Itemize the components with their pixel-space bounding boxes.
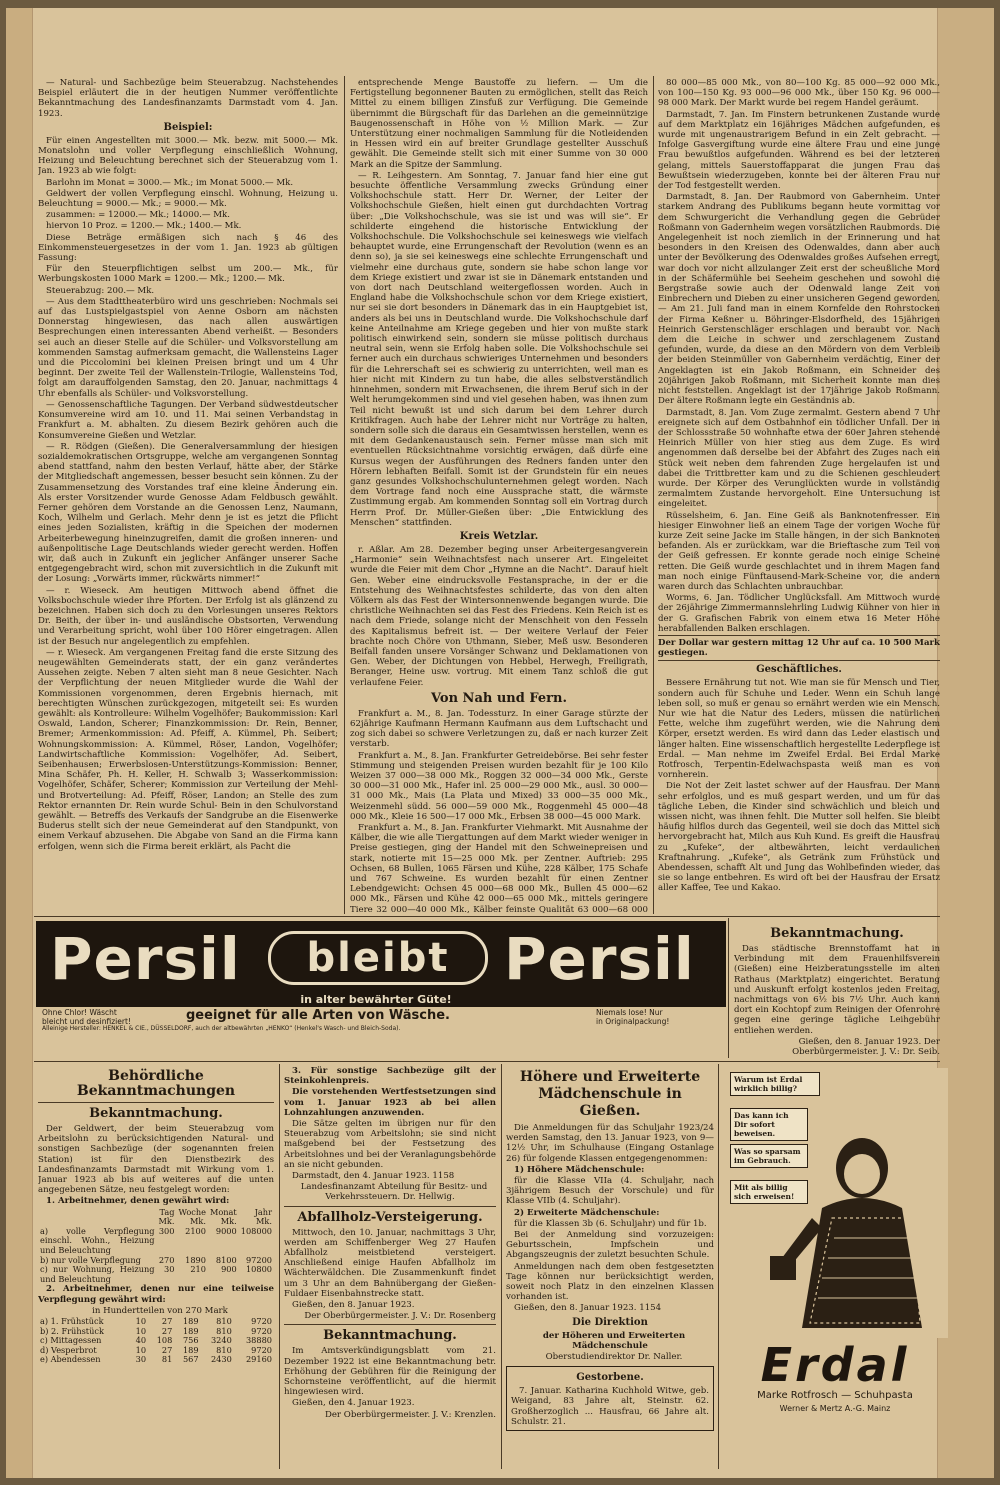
calc-line: Diese Beträge ermäßigen sich nach § 46 des Einkommensteuergesetzes in der vom 1. Jan. 1923 ab gültigen Fassung:	[38, 232, 338, 264]
cell: 81	[161, 1354, 173, 1365]
darmstadt-paragraph-1: Darmstadt, 7. Jan. Im Finstern betrunkenen Zustande wurde auf dem Marktplatz ein 16jähriges Mädchen aufgefunden, es wurde mit ungenaustrarigem Befund in ein Zelt gebracht. — Infolge Gasvergiftung wurde eine ältere Frau und eine junge Frau bewußtlos aufgefunden. Während es bei der letzteren gelang, mittels Sauerstoffapparat die jungen Frau das Bewußtsein wiederzugeben, konnte bei der älteren Frau nur der Tod festgestellt werden.	[658, 109, 940, 192]
ruesselsheim-paragraph: Rüsselsheim, 6. Jan. Eine Geiß als Banknotenfresser. Ein hiesiger Einwohner ließ an einem Tage der vorigen Woche für kurze Zeit seine Jacke im Stalle hängen, in der sich Banknoten befanden. Als er zurückkam, war die Brieftasche zum Teil von der Geiß gefressen. Er konnte gerade noch einige Scheine retten. Die Geiß wurde geschlachtet und in ihrem Magen fand man noch einige Fünftausend-Mark-Scheine vor, die andern waren durch das Schlachten unbrauchbar.	[658, 510, 940, 592]
cell: 189	[182, 1344, 199, 1355]
persil-tagline: in alter bewährter Güte!	[300, 993, 452, 1006]
school-sign-3: Oberstudiendirektor Dr. Naller.	[545, 1352, 683, 1363]
authority-1: Landesfinanzamt Abteilung für Besitz- und Verkehrssteuern. Dr. Hellwig.	[300, 1182, 488, 1203]
column-1	[38, 78, 338, 913]
calc-line: Barlohn im Monat = 3000.— Mk.; im Monat 5000.— Mk.	[46, 177, 294, 188]
cell: 97200	[245, 1254, 272, 1265]
cell: 2100	[185, 1225, 206, 1236]
gestorbene-heading: Gestorbene.	[576, 1372, 644, 1384]
wieseck-paragraph-1: — r. Wieseck. Am heutigen Mittwoch abend öffnet die Volksbochschule wieder ihre Pforten. Der Erfolg ist als glänzend zu bezeichnen. Haben sich doch zu den Vorlesungen unseres Rektors Dr. Beith, der über in- und ausländische Obstsorten, Verwendung und Verarbeitung spricht, wohl über 100 Hörer eingetragen. Allen ist der Besuch nur angelegentlich zu empfehlen.	[38, 585, 338, 647]
behoerdliche-section	[38, 1066, 274, 1466]
cell: 810	[216, 1344, 232, 1355]
frankfurt-boerse-paragraph: Frankfurt a. M., 8. Jan. Frankfurter Getreidebörse. Bei sehr fester Stimmung und steigenden Preisen wurden bezahlt für je 100 Kilo Weizen 37 000—38 000 Mk., Roggen 32 000—34 000 Mk., Gerste 30 000—31 000 Mk., Hafer inl. 25 000—29 000 Mk., ausl. 30 000—31 000 Mk., Mais (La Plata und Mixed) 33 000—35 000 Mk., Weizenmehl südd. 56 000—59 000 Mk., Roggenmehl 45 000—48 000 Mk., Kleie 16 500—17 000 Mk., Erbsen 38 000—45 000 Mark.	[350, 750, 648, 822]
kreis-wetzlar-heading: Kreis Wetzlar.	[459, 530, 539, 542]
binding-margin	[6, 8, 33, 1478]
col-unit: Mk.	[190, 1216, 206, 1227]
notice-title: Bekanntmachung.	[770, 926, 904, 941]
cell: 10	[135, 1344, 147, 1355]
school-dateline: Gießen, den 8. Januar 1923. 1154	[514, 1303, 662, 1314]
sonstige-paragraph: 3. Für sonstige Sachbezüge gilt der Steinkohlenpreis.	[284, 1066, 496, 1087]
erdal-brand: Erdal	[760, 1338, 910, 1392]
col-unit: Mk.	[158, 1216, 175, 1227]
geschaeftliches-heading: Geschäftliches.	[756, 664, 842, 676]
cell: 2430	[210, 1354, 232, 1365]
roedgen-paragraph: — R. Rödgen (Gießen). Die Generalversammlung der hiesigen sozialdemokratischen Ortsgruppe, welche am vergangenen Sonntag abend stattfand, nahm den besten Verlauf, hätte aber, der Stärke der Mitgliedschaft angemessen, besser besucht sein können. Zu der Zusammensetzung des Vorstandes traf eine kleine Änderung ein. Als erster Vorsitzender wurde Genosse Adam Feldbusch gewählt. Ferner gehören dem Vorstande an die Genossen Lenz, Naumann, Koch, Wilhelm und Gerlach. Mehr denn je ist es jetzt die Pflicht eines jeden Sozialisten, kräftig in die Speichen der modernen Arbeiterbewegung hineinzugreifen, damit die großen inneren- und außenpolitische Lage Deutschlands wieder gerecht werden. Hoffen wir, daß auch in Zukunft ein jeglicher Anfänger unserer Sache entgegengebracht wird, schon mit zuversichtlich in die Zukunft mit der Losung: „Vorwärts immer, rückwärts nimmer!“	[38, 441, 338, 585]
calc-line: zusammen: = 12000.— Mk.; 14000.— Mk.	[46, 210, 230, 221]
dateline-1: Darmstadt, den 4. Januar 1923. 1158	[292, 1171, 455, 1182]
darmstadt-paragraph-2: Darmstadt, 8. Jan. Der Raubmord von Gabernheim. Unter starkem Andrang des Publikums begann heute vormittag vor dem Schwurgericht die Verhandlung gegen die Gebrüder Roßmann von Gadernheim wegen vorsätzlichen Raubmords. Die Angelegenheit ist noch ziemlich in der Erinnerung und hat besonders in den Kreisen des Odenwaldes, dann aber auch unter der Bevölkerung des Odenwaldes großes Aufsehen erregt, war doch vor nicht allzulanger Zeit erst der scheußliche Mord in der Schäfermühle bei Seeheim geschehen und sowohl die Bergstraße sowie auch der Odenwald lange Zeit von Einbrechern und Dieben zu einer unsicheren Gegend geworden. — Am 21. Juli fand man in einem Kornfelde den Rohrstocken der Firma Keßner u. Böhringer-Elsdorfheld, des 15jährigen Heinrich Gerstenschläger erschlagen und beraubt vor. Nach dem die Leiche in schwer und zerschlagenem Zustand gefunden, wurde, da diese an den Mördern von dem Verbleib der beiden Steinmüller von Gabernheim verdächtig, Einer der Angeklagten ist ein Jakob Roßmann, ein Schneider des 20jährigen Jakob Roßmann, mit Sicherheit konnte man dies nicht feststellen. Angeklagt ist der 17jährige Jakob Roßmann. Der ältere Roßmann legte ein Geständnis ab.	[658, 192, 940, 407]
calc-line: Steuerabzug: 200.— Mk.	[46, 285, 155, 296]
persil-note-2: bleicht und desinfiziert!	[42, 1017, 131, 1026]
notice-body: Das städtische Brennstoffamt hat in Verbindung mit dem Frauenhilfsverein (Gießen) eine Heizberatungsstelle im alten Rathaus (Marktplatz) eingerichtet. Beratung und Auskunft erfolgt kostenlos jeden Freitag, nachmittags von 6½ bis 7½ Uhr. Auch kann dort ein Kochtopf zum Reinigen der Ofenrohre gegen eine geringe tägliche Leihgebühr entliehen werden.	[734, 944, 940, 1036]
geschaeftliches-paragraph-2: Die Not der Zeit lastet schwer auf der Hausfrau. Der Mann sehr erfolglos, und es muß gespart werden, und um für das tägliche Leben, die Kinder sind schwächlich und bleich und wissen nicht, was ihnen fehlt. Die Mutter soll helfen. Sie bleibt häufig hilflos durch das Gegenteil, weil sie doch das Mittel sich hervorgebracht hat, Milch aus Kuh Kund. Es greift die Hausfrau zu „Kufeke“, der altbewährten, leicht verdaulichen Kraftnahrung. „Kufeke“, als Getränk zum Frühstück und Abendessen, schafft Alt und Jung das Wohlbefinden wieder, das sie so lange entbehren. Es wird oft bei der Hausfrau der Ersatz aller Kaffee, Tee und Kakao.	[658, 781, 940, 894]
row-label: c) Mittagessen	[40, 1335, 102, 1346]
cell: 38880	[245, 1335, 272, 1346]
cell: 8100	[215, 1254, 237, 1265]
bekanntmachung-heading: Bekanntmachung.	[284, 1324, 496, 1343]
table-row	[38, 1227, 274, 1256]
calc-line: Geldwert der vollen Verpflegung einschl. Wohnung, Heizung u. Beleuchtung = 9000.— Mk.; = 9000.— Mk.	[38, 188, 338, 210]
spaet-paragraph: Anmeldungen nach dem oben festgesetzten Tage können nur berücksichtigt werden, soweit noch Platz in den einzelnen Klassen vorhanden ist.	[506, 1261, 714, 1303]
section-rule	[34, 1061, 940, 1062]
persil-note-3: Niemals lose! Nur	[596, 1008, 663, 1017]
cell: 29160	[245, 1354, 272, 1365]
calc-line: hiervon 10 Proz. = 1200.— Mk.; 1400.— Mk.	[46, 221, 242, 232]
authority-3: Der Oberbürgermeister. J. V.: Krenzlen.	[324, 1409, 496, 1420]
werte-paragraph: Die vorstehenden Wertfestsetzungen sind vom 1. Januar 1923 ab bei allen Lohnzahlungen anzuwenden.	[284, 1087, 496, 1118]
example-paragraph: Für einen Angestellten mit 3000.— Mk. bezw. mit 5000.— Mk. Monatslohn und voller Verpflegung einschließlich Wohnung, Heizung und Beleuchtung berechnet sich der Steuerabzug vom 1. Jan. 1923 ab wie folgt:	[38, 135, 338, 177]
cell: 3240	[210, 1335, 232, 1346]
notices-column-2	[284, 1066, 496, 1466]
section-rule	[34, 916, 940, 917]
persil-note-4: in Originalpackung!	[596, 1017, 670, 1026]
column-rule	[653, 76, 654, 914]
saetze-paragraph: Die Sätze gelten im übrigen nur für den Steuerabzug vom Arbeitslohn; sie sind nicht maßgebend bei der Festsetzung des Arbeitslohnes und bei der Veranlagungsbehörde an sie nicht gebunden.	[284, 1119, 496, 1170]
leihgestern-paragraph: — R. Leihgestern. Am Sonntag, 7. Januar fand hier eine gut besuchte öffentliche Versammlung zwecks Gründung einer Volkshochschule statt. Herr Dr. Werner, der Leiter der Volkshochschule Gießen, hielt einen gut durchdachten Vortrag über: „Die Volkshochschule, was sie ist und was will sie“. Er schilderte eingehend die historische Entwicklung der Volkshochschule. Die Volkshochschule sei keineswegs wie vielfach behauptet wurde, eine Errungenschaft der Revolution (wenn es an denn so), ja sie sei keineswegs eine schlechte Errungenschaft und vielmehr eine durchaus gute, sondern sie habe schon lange vor dem Kriege existiert und zwar ist sie in Dänemark entstanden und von dort nach Deutschland weitergeflossen worden. Auch in England habe die Volkshochschule schon vor dem Kriege existiert, nur sei sie dort besonders in Dänemark das in ein Hauptgebiet ist, anders als bei uns in Deutschland wurde. Die Volkshochschule darf keine Anteilnahme am Kriege gegeben und hier von mußte stark politisch einwirkend sein, sondern sie müsse politisch durchaus neutral sein, wenn sie Erfolg haben solle. Die Volkshochschule sei ferner auch ein durchaus schwieriges Unternehmen und besonders für die Lehrerschaft sei es schwierig zu unterrichten, weil man es hier nicht mit Kindern zu tun habe, die alles selbstverständlich hinnehmen, sondern mit Erwachsenen, die ihrem Beruf sich in der Welt herumgekommen sind und viel gesehen haben, was ihnen zum Teil nicht bewußt ist und sich darum bei dem Lehrer durch Kritikfragen. Auch habe der Lehrer nicht nur Vorträge zu halten, sondern solle sich die daraus ein Gesamtwissen herstellen, wenn es mit dem Gedankenaustausch sein. Ferner müsse man sich mit eventuellen Rücksichtnahme vorsichtig erwägen, daß dürfe eine Kursus wegen der Ausführungen des Redners fanden unter den Hörern lebhaften Beifall. Somit ist der Grundstein für ein neues ganz gesundes Volkshochschulunternehmen gelegt worden. Nach dem Vortrage fand noch eine Aussprache statt, die wärmste Zustimmung ergab. Am kommenden Sonntag soll ein Vortrag durch Herrn Prof. Dr. Müller-Gießen über: „Die Entwicklung des Menschen“ stattfinden.	[350, 170, 648, 528]
erdal-subtitle: Marke Rotfrosch — Schuhpasta	[757, 1390, 913, 1401]
notice-footer: Gießen, den 8. Januar 1923. Der Oberbürgermeister. J. V.: Dr. Seib.	[792, 1036, 940, 1058]
cell: 9720	[251, 1344, 272, 1355]
speech-bubble-1: Warum ist Erdal wirklich billig?	[730, 1072, 820, 1096]
abfallholz-paragraph: Mittwoch, den 10. Januar, nachmittags 3 Uhr, werden am Schiffenberger Weg 27 Haufen Abfallholz meistbietend versteigert. Anschließend einige Haufen Abfallholz im Wächterwäldchen. Die Zusammenkunft findet um 3 Uhr an dem Bahnübergang der Gießen-Fuldaer Eisenbahnstrecke statt.	[284, 1227, 496, 1299]
cell: 10800	[245, 1264, 272, 1275]
row-label: e) Abendessen	[40, 1354, 101, 1365]
salary-table-2	[38, 1317, 274, 1365]
col-head: Jahr	[254, 1206, 272, 1217]
row-label: c) nur Wohnung, Heizung und Beleuchtung	[40, 1264, 155, 1284]
behoerdliche-sub2b: in Hundertteilen von 270 Mark	[92, 1305, 228, 1316]
frankfurt-viehmarkt-paragraph: Frankfurt a. M., 8. Jan. Frankfurter Viehmarkt. Mit Ausnahme der Kälber, die wie alle Tiergattungen auf dem Markt wieder weniger in Preise gestiegen, ging der Handel mit den Schweinepreisen und stark, notierte mit 15—25 000 Mk. per Zentner. Auftrieb: 295 Ochsen, 68 Bullen, 1065 Färsen und Kühe, 228 Kälber, 175 Schafe und 767 Schweine. Es wurden bezahlt für einen Zentner Lebendgewicht: Ochsen 45 000—68 000 Mk., Bullen 45 000—62 000 Mk., Färsen und Kühe 42 000—65 000 Mk., mittels geringere Tiere 32 000—40 000 Mk., Kälber feinste Qualität 63 000—68 000	[350, 823, 648, 913]
persil-word-left: Persil	[50, 925, 241, 993]
cell: 300	[158, 1225, 175, 1236]
row-label: a) volle Verpflegung einschl. Wohn., Heizung und Beleuchtung	[40, 1225, 155, 1255]
notices-column-3	[506, 1066, 714, 1466]
cell: 27	[161, 1315, 173, 1326]
item-2: 2) Erweiterte Mädchenschule:	[514, 1207, 660, 1218]
dateline-2: Gießen, den 8. Januar 1923.	[292, 1300, 415, 1311]
gestorbene-box	[506, 1366, 714, 1431]
persil-note-1: Ohne Chlor! Wäscht	[42, 1008, 117, 1017]
row-label: b) 2. Frühstück	[40, 1325, 104, 1336]
bekanntmachung-paragraph: Im Amtsverkündigungsblatt vom 21. Dezember 1922 ist eine Bekanntmachung betr. Erhöhung der Gebühren für die Reinigung der Schornsteine veröffentlicht, auf die hiermit hingewiesen wird.	[284, 1346, 496, 1398]
cell: 189	[182, 1325, 199, 1336]
wieseck-paragraph-2: — r. Wieseck. Am vergangenen Freitag fand die erste Sitzung des neugewählten Gemeinderats statt, der ein ganz verändertes Aussehen zeigte. Neben 7 alten sieht man 8 neue Gesichter. Nach der Verpflichtung der neuen Mitglieder wurde die Wahl der Kommissionen vorgenommen, deren Ergebnis hiernach, mit berechtigten Wünschen zurückgezogen, mitgeteilt sei: Es wurden gewählt: als Kontrolleure: Wilhelm Vogelhöfer; Baukommission: Karl Oswald, Landon, Scherer; Finanzkommission: Dr. Rein, Benner, Bremer; Armenkommission: Ad. Pfeiff, A. Kümmel, Ph. Seibert; Wohnungskommission: A. Kümmel, Röser, Landon, Vogelhöfer; Landwirtschaftliche Kommission: Vogelhöfer, Ad. Seibert, Seibenhausen; Erwerbslosen-Unterstützungs-Kommission: Benner, Mina Schäfer, Ph. H. Keller, H. Schwalb 3; Wasserkommission: Vogelhöfer, Schäfer, Scherer; Kommission zur Verteilung der Mehl- und Brotverteilung: Ad. Pfeiff, Röser, Landon; an Stelle des zum Rektor ernannten Dr. Rein wurde Schul- Bein in den Schulvorstand gewählt. — Betreffs des Verkaufs der Sandgrube an die Eisenwerke Buderus stellt sich der neue Gemeinderat auf den Standpunkt, von einem Verkauf abzusehen. Die Abgabe von Sand an die Firma kann erfolgen, wenn sich die Firma bereit erklärt, als Pacht die	[38, 647, 338, 852]
cell: 108000	[240, 1225, 272, 1236]
intro-paragraph: — Natural- und Sachbezüge beim Steuerabzug. Nachstehendes Beispiel erläutert die in der heutigen Nummer veröffentlichte Bekanntmachung des Landesfinanzamts Darmstadt vom 4. Jan. 1923.	[38, 78, 338, 119]
persil-advertisement	[36, 921, 726, 1033]
cell: 30	[135, 1354, 147, 1365]
abfallholz-heading: Abfallholz-Versteigerung.	[284, 1206, 496, 1225]
frankfurt-todessturz-paragraph: Frankfurt a. M., 8. Jan. Todessturz. In einer Garage stürzte der 62jährige Kaufmann Hermann Kaufmann aus dem Luftschacht und zog sich dabei so schwere Verletzungen zu, daß er nach kurzer Zeit verstarb.	[350, 708, 648, 750]
anmeldung-paragraph: Die Anmeldungen für das Schuljahr 1923/24 werden Samstag, den 13. Januar 1923, von 9—12½ Uhr, im Schulhause (Eingang Ostanlage 26) für folgende Klassen entgegengenommen:	[506, 1123, 714, 1164]
behoerdliche-sub2: 2. Arbeitnehmer, denen nur eine teilweise Verpflegung gewährt wird:	[38, 1284, 274, 1305]
gestorbene-body: 7. Januar. Katharina Kuchhold Witwe, geb. Weigand, 83 Jahre alt, Steinstr. 62. Großherzoglich ... Hausfrau, 66 Jahre alt. Schulstr. 21.	[511, 1386, 709, 1427]
cell: 9720	[251, 1325, 272, 1336]
item-1b: für die Klasse VIIa (4. Schuljahr, nach 3jährigem Besuch der Vorschule) und für Klasse VIIb (4. Schuljahr).	[506, 1176, 714, 1207]
col-head: Tag	[159, 1206, 175, 1217]
cell: 40	[135, 1335, 147, 1346]
row-label: d) Vesperbrot	[40, 1344, 97, 1355]
cell: 27	[161, 1344, 173, 1355]
behoerdliche-sub1: 1. Arbeitnehmer, denen gewährt wird:	[46, 1196, 230, 1207]
cell: 10	[135, 1325, 147, 1336]
column-3	[658, 78, 940, 913]
cell: 189	[182, 1315, 199, 1326]
cell: 108	[156, 1335, 173, 1346]
column-rule	[344, 76, 345, 914]
bauten-paragraph: entsprechende Menge Baustoffe zu liefern. — Um die Fertigstellung begonnener Bauten zu ermöglichen, stellt das Reich Mittel zu einem billigen Zinsfuß zur Verfügung. Die Gemeinde übernimmt die Bürgschaft für das Darlehen an die gemeinnützige Baugenossenschaft in Höhe von ½ Million Mark. — Zur Unterstützung einer nochmaligen Sammlung für die Notleidenden in Hessen wird ein auf breiter Grundlage gestellter Ausschuß gewählt. Die Gemeinde stellt sich mit einer Summe von 30 000 Mark an die Spitze der Sammlung.	[350, 78, 648, 170]
theater-paragraph: — Aus dem Stadttheaterbüro wird uns geschrieben: Nochmals sei auf das Lustspielgastspiel von Aenne Osborn am nächsten Donnerstag hingewiesen, das nach allen auswärtigen Besprechungen einen interessanten Abend verheißt. — Besonders sei auch an dieser Stelle auf die Schüler- und Volksvorstellung am kommenden Samstag aufmerksam gemacht, die Wallensteins Lager und die Piccolomini bei kleinen Preisen bringt und um 4 Uhr beginnt. Der zweite Teil der Wallenstein-Trilogie, Wallensteins Tod, folgt am darauffolgenden Samstag, den 20. Januar, nachmittags 4 Uhr ebenfalls als Schüler- und Volksvorstellung.	[38, 296, 338, 399]
salary-table-1	[38, 1208, 274, 1285]
cell: 30	[164, 1264, 175, 1275]
item-1: 1) Höhere Mädchenschule:	[514, 1164, 645, 1175]
table-row	[38, 1355, 274, 1365]
newspaper-page	[6, 8, 994, 1478]
cell: 1890	[185, 1254, 206, 1265]
item-2b: für die Klassen 3b (6. Schuljahr) und für 1b.	[514, 1218, 707, 1229]
behoerdliche-body: Der Geldwert, der beim Steuerabzug vom Arbeitslohn zu berücksichtigenden Natural- und sonstigen Sachbezüge (der sogenannten freien Station) ist für den Dienstbezirk des Landesfinanzamts Darmstadt mit Wirkung vom 1. Januar 1923 ab bis auf weiteres auf die unten angegebenen Sätze, neu festgelegt worden:	[38, 1124, 274, 1196]
dollar-paragraph: Der Dollar war gestern mittag 12 Uhr auf ca. 10 500 Mark gestiegen.	[658, 635, 940, 661]
column-rule	[279, 1064, 280, 1469]
persil-makers: Alleinige Hersteller: HENKEL & CIE., DÜSSELDORF, auch der altbewährten „HENKO“ (Henkel's Wasch- und Bleich-Soda).	[42, 1025, 401, 1032]
cell: 810	[216, 1315, 232, 1326]
school-sign-1: Die Direktion	[572, 1316, 648, 1328]
column-rule	[501, 1064, 502, 1469]
example-heading: Beispiel:	[163, 121, 213, 133]
speech-bubble-2: Das kann ich Dir sofort beweisen.	[730, 1108, 808, 1141]
cell: 900	[221, 1264, 237, 1275]
erdal-maker: Werner & Mertz A.-G. Mainz	[779, 1404, 891, 1413]
persil-word-mid: bleibt	[268, 931, 488, 985]
vorzeigen-paragraph: Bei der Anmeldung sind vorzuzeigen: Geburtsschein, Impfschein und Abgangszeugnis der zuletzt besuchten Schule.	[506, 1230, 714, 1261]
cell: 270	[158, 1254, 175, 1265]
speech-bubble-3: Was so sparsam im Gebrauch.	[730, 1144, 808, 1168]
row-label: a) 1. Frühstück	[40, 1315, 104, 1326]
geschaeftliches-paragraph-1: Bessere Ernährung tut not. Wie man sie für Mensch und Tier, sondern auch für Schuhe und Leder. Wenn ein Schuh lange leben soll, so muß er genau so ernährt werden wie ein Mensch. Nur wie hat die Natur des Leders, müssen die natürlichen Fette, welche ihm zugeführt werden, wie die Nahrung dem Körper, ersetzt werden. Es wird dann das Leder elastisch und länger halten. Eine wissenschaftlich hergestellte Lederpflege ist Erdal. — Man nehme im Zweifel Erdal. Bei Erdal Marke Rotfrosch, Terpentin-Edelwachspasta weiß man es von vornherein.	[658, 678, 940, 781]
table-row	[38, 1265, 274, 1284]
persil-slogan: geeignet für alle Arten von Wäsche.	[186, 1008, 450, 1023]
cell: 567	[182, 1354, 199, 1365]
column-rule	[728, 918, 729, 1058]
viehmarkt-cont-paragraph: 80 000—85 000 Mk., von 80—100 Kg. 85 000—92 000 Mk., von 100—150 Kg. 93 000—96 000 Mk., über 150 Kg. 96 000—98 000 Mark. Der Markt wurde bei regem Handel geräumt.	[658, 78, 940, 109]
behoerdliche-title: Bekanntmachung.	[89, 1106, 223, 1121]
genossen-paragraph: — Genossenschaftliche Tagungen. Der Verband südwestdeutscher Konsumvereine wird am 10. und 11. Mai seinen Verbandstag in Frankfurt a. M. abhalten. Zu diesem Bezirk gehören auch die Konsumvereine Gießen und Wetzlar.	[38, 399, 338, 441]
col-head: Monat	[209, 1206, 237, 1217]
cell: 10	[135, 1315, 147, 1326]
maedchenschule-heading: Höhere und Erweiterte Mädchenschule in Gießen.	[519, 1069, 701, 1119]
col-unit: Mk.	[220, 1216, 237, 1227]
speech-bubble-4: Mit als billig sich erweisen!	[730, 1180, 808, 1204]
persil-info-band	[36, 1007, 726, 1033]
cell: 9000	[215, 1225, 237, 1236]
persil-word-right: Persil	[504, 925, 695, 993]
cell: 756	[182, 1335, 199, 1346]
behoerdliche-banner: Behördliche Bekanntmachungen	[38, 1069, 274, 1103]
calc-line: Für den Steuerpflichtigen selbst um 200.— Mk., für Werbungskosten 1000 Mark = 1200.— Mk.; 1200.— Mk.	[38, 264, 338, 285]
notice-heizberatung	[734, 923, 940, 1058]
school-sign-2: der Höheren und Erweiterten Mädchenschule	[542, 1330, 686, 1351]
nah-fern-heading: Von Nah und Fern.	[431, 690, 567, 706]
asslar-paragraph: r. Aßlar. Am 28. Dezember beging unser Arbeitergesangverein „Harmonie“ sein Weihnachtsfest nach unserer Art. Eingeleitet wurde die Feier mit dem Chor „Hymne an die Nacht“. Darauf hielt Gen. Weber eine eindrucksvolle Festansprache, in der er die Entstehung des Weihnachtsfestes schilderte, das von den alten Völkern als das Fest der Wintersonnenwende begangen wurde. Die christliche Weihnachten sei das Fest des Friedens. Kein Reich ist es nach dem Friede, solange nicht der Menschheit von den Fesseln des Kapitalismus befreit ist. — Der weitere Verlauf der Feier brachte noch Chöre von Uthmann, Sieber, Meß usw. Besonderen Beifall fanden unsere Vorsänger Schwanz und Deklamationen von Gen. Weber, der Dichtungen von Hebbel, Herwegh, Freiligrath, Beranger, Heine usw. vortrug. Mit einem Tanz schloß die gut verlaufene Feier.	[350, 544, 648, 688]
darmstadt-paragraph-3: Darmstadt, 8. Jan. Vom Zuge zermalmt. Gestern abend 7 Uhr ereignete sich auf dem Ostbahnhof ein tödlicher Unfall. Der in der Schlossstraße 50 wohnhafte etwa der 60er Jahren stehende Heinrich Müller von hier stieg aus dem Zuge. Es wird angenommen daß derselbe bei der Abfahrt des Zuges nach ein Stück weit neben dem fahrenden Zuge hergelaufen ist und dabei die Trittbretter kam und zu die Schienen geschleudert wurde. Der Körper des Verunglückten wurde in vollständig zermalmtem Zustande hervorgeholt. Eine Untersuchung ist eingeleitet.	[658, 407, 940, 510]
cell: 27	[161, 1325, 173, 1336]
cell: 810	[216, 1325, 232, 1336]
authority-2: Der Oberbürgermeister. J. V.: Dr. Rosenberg	[304, 1311, 496, 1322]
cell: 9720	[251, 1315, 272, 1326]
col-unit: Mk.	[256, 1216, 272, 1227]
col-head: Woche	[178, 1206, 206, 1217]
dateline-3: Gießen, den 4. Januar 1923.	[292, 1398, 415, 1409]
worms-paragraph: Worms, 6. Jan. Tödlicher Unglücksfall. Am Mittwoch wurde der 26jährige Zimmermannslehrling Ludwig Kühner von hier in der G. Grafischen Fabrik von einem etwa 16 Meter Höhe herabfallenden Balken erschlagen.	[658, 593, 940, 634]
cell: 210	[190, 1264, 206, 1275]
column-2	[350, 78, 648, 913]
row-label: b) nur volle Verpflegung	[40, 1254, 141, 1265]
column-rule	[718, 1064, 719, 1469]
